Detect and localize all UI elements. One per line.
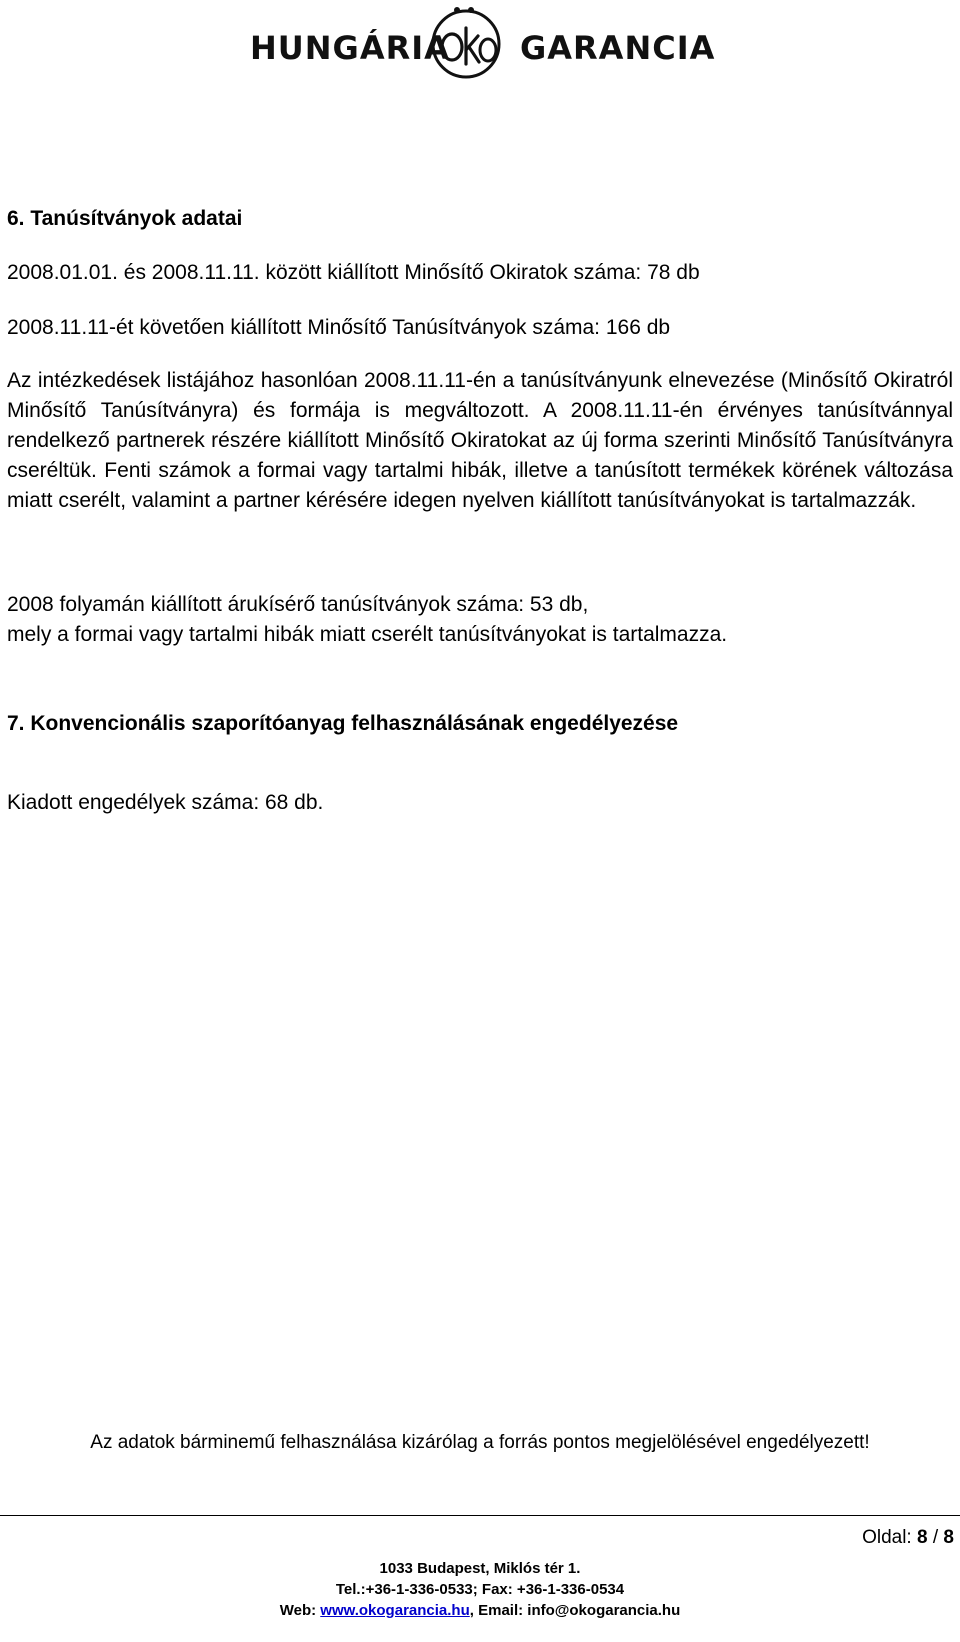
- page-separator: /: [932, 1527, 939, 1548]
- section-7-heading: 7. Konvencionális szaporítóanyag felhasználásának engedélyezése: [7, 712, 679, 735]
- page-total: 8: [943, 1527, 954, 1548]
- footer-contact: [0, 1602, 960, 1620]
- permit-count-line: Kiadott engedélyek száma: 68 db.: [7, 791, 324, 814]
- web-label: Web:: [279, 1602, 317, 1619]
- footer-divider: [0, 1515, 960, 1516]
- section-6-paragraph: Az intézkedések listájához hasonlóan 2008.11.11-én a tanúsítványunk elnevezése (Minősítő Okiratról Minősítő Tanúsítványra) és formája is megváltozott. A 2008.11.11-én érvényes tanúsítvánnyal rendelkező partnerek részére kiállított Minősítő Okiratokat az új forma szerinti Minősítő Tanúsítványra cseréltük. Fenti számok a formai vagy tartalmi hibák, illetve a tanúsított termékek körének változása miatt cserélt, valamint a partner kérésére idegen nyelven kiállított tanúsítványokat is tartalmazzák.: [7, 369, 953, 512]
- footer-address: 1033 Budapest, Miklós tér 1.: [379, 1560, 581, 1577]
- company-logo: [250, 0, 716, 82]
- page-indicator: [862, 1526, 954, 1550]
- certificate-count-line: 2008.01.01. és 2008.11.11. között kiállított Minősítő Okiratok száma: 78 db: [7, 261, 700, 284]
- email-text: , Email: info@okogarancia.hu: [469, 1602, 681, 1619]
- logo-text-right: GARANCIA: [520, 29, 716, 67]
- footer-phone: Tel.:+36-1-336-0533; Fax: +36-1-336-0534: [335, 1581, 625, 1598]
- website-link[interactable]: www.okogarancia.hu: [320, 1602, 470, 1619]
- section-6-heading: 6. Tanúsítványok adatai: [7, 207, 243, 230]
- logo-text-left: HUNGÁRIA: [250, 29, 450, 67]
- page-label: Oldal:: [862, 1527, 912, 1548]
- certificate-note-line: mely a formai vagy tartalmi hibák miatt cserélt tanúsítványokat is tartalmazza.: [7, 623, 728, 646]
- certificate-count-line: 2008.11.11-ét követően kiállított Minősítő Tanúsítványok száma: 166 db: [7, 316, 671, 339]
- page-current: 8: [917, 1527, 928, 1548]
- logo-emblem-icon: [420, 0, 512, 82]
- certificate-count-line: 2008 folyamán kiállított árukísérő tanúsítványok száma: 53 db,: [7, 593, 589, 616]
- usage-notice: Az adatok bárminemű felhasználása kizárólag a forrás pontos megjelölésével engedélyezett!: [90, 1432, 870, 1453]
